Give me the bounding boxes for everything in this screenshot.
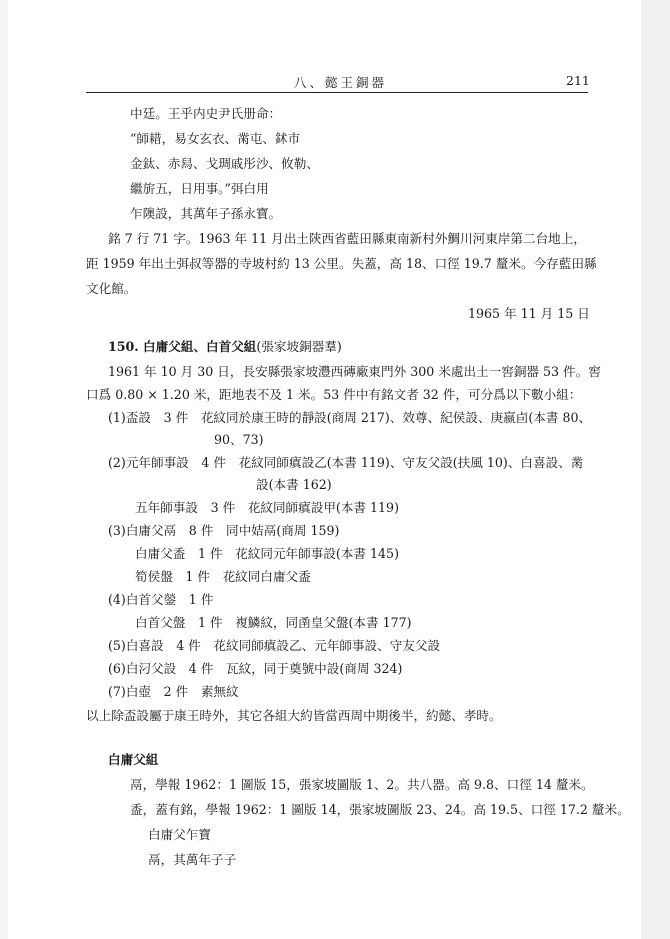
running-header-title: 八、懿王銅器: [294, 75, 388, 90]
header-rule: [86, 92, 588, 93]
vessel-line: 盉，蓋有銘，學報 1962：1 圖版 14，張家坡圖版 23、24。高 19.5、口徑 17.2 釐米。: [130, 802, 630, 817]
intro-line: 口爲 0.80 × 1.20 米，距地表不及 1 米。53 件中有銘文者 32 件，可分爲以下數小組：: [86, 387, 582, 402]
inscription-line: 繼旂五，日用事。”弭白用: [130, 181, 269, 196]
inscription-line: 中廷。王乎内史尹氏册命：: [130, 106, 282, 121]
subsection-heading: 白庸父組: [108, 752, 159, 767]
note-line: 銘 7 行 71 字。1963 年 11 月出土陝西省藍田縣東南新村外鯛川河東岸第二台地上，: [108, 231, 586, 246]
group-line: (6)白汈父設 4 件 瓦紋，同于奠號中設(商周 324): [108, 661, 403, 676]
note-line: 距 1959 年出土弭叔等器的寺坡村約 13 公里。失蓋，高 18、口徑 19.7 釐米。今存藍田縣: [86, 256, 597, 271]
inscription-line: 白庸父乍寶: [148, 827, 211, 842]
section-heading-subtitle: (張家坡銅器羣): [256, 339, 342, 354]
group-line: 白首父盤 1 件 複鱗紋，同圅皇父盤(本書 177): [135, 615, 412, 630]
page-number: 211: [566, 73, 590, 88]
group-line: 設(本書 162): [256, 477, 332, 492]
group-line: (4)白首父鎣 1 件: [108, 592, 214, 607]
group-line: 五年師事設 3 件 花紋同師瘨設甲(本書 119): [135, 500, 399, 515]
group-line: (5)白喜設 4 件 花紋同師瘨設乙、元年師事設、守友父設: [108, 638, 441, 653]
page-left-margin: [0, 0, 8, 939]
group-line: 筍侯盤 1 件 花紋同白庸父盉: [135, 569, 311, 584]
note-line: 文化館。: [86, 281, 137, 296]
group-line: 90、73): [214, 432, 264, 447]
group-line: 白庸父盉 1 件 花紋同元年師事設(本書 145): [135, 546, 399, 561]
group-line: (1)盃設 3 件 花紋同於康王時的靜設(商周 217)、效尊、紀侯設、庚嬴卣(本書 80、: [108, 410, 592, 425]
group-line: (2)元年師事設 4 件 花紋同師瘨設乙(本書 119)、守友父設(扶風 10)、白喜設、黹: [108, 455, 584, 470]
conclusion-line: 以上除盃設屬于康王時外，其它各組大約皆當西周中期後半，約懿、孝時。: [86, 708, 502, 723]
inscription-line: “師耤，易女玄衣、黹屯、鉥市: [130, 131, 301, 146]
section-heading-text: 150. 白庸父組、白首父組: [108, 339, 257, 354]
inscription-line: 鬲，其萬年子子: [148, 852, 237, 867]
group-line: (3)白庸父鬲 8 件 同中姞鬲(商周 159): [108, 523, 340, 538]
group-line: (7)白壺 2 件 素無紋: [108, 684, 239, 699]
page-right-margin: [641, 0, 670, 939]
inscription-line: 乍隩設，其萬年子孫永寶。: [130, 206, 282, 221]
inscription-line: 金鈦、赤舄、戈琱戚彤沙、攸勒、: [130, 156, 319, 171]
date-line: 1965 年 11 月 15 日: [468, 306, 590, 321]
vessel-line: 鬲，學報 1962：1 圖版 15，張家坡圖版 1、2。共八器。高 9.8、口徑 14 釐米。: [130, 777, 594, 792]
intro-line: 1961 年 10 月 30 日，長安縣張家坡灃西磚廠東門外 300 米處出土一窖銅器 53 件。窖: [108, 364, 601, 379]
section-heading: [108, 339, 342, 355]
